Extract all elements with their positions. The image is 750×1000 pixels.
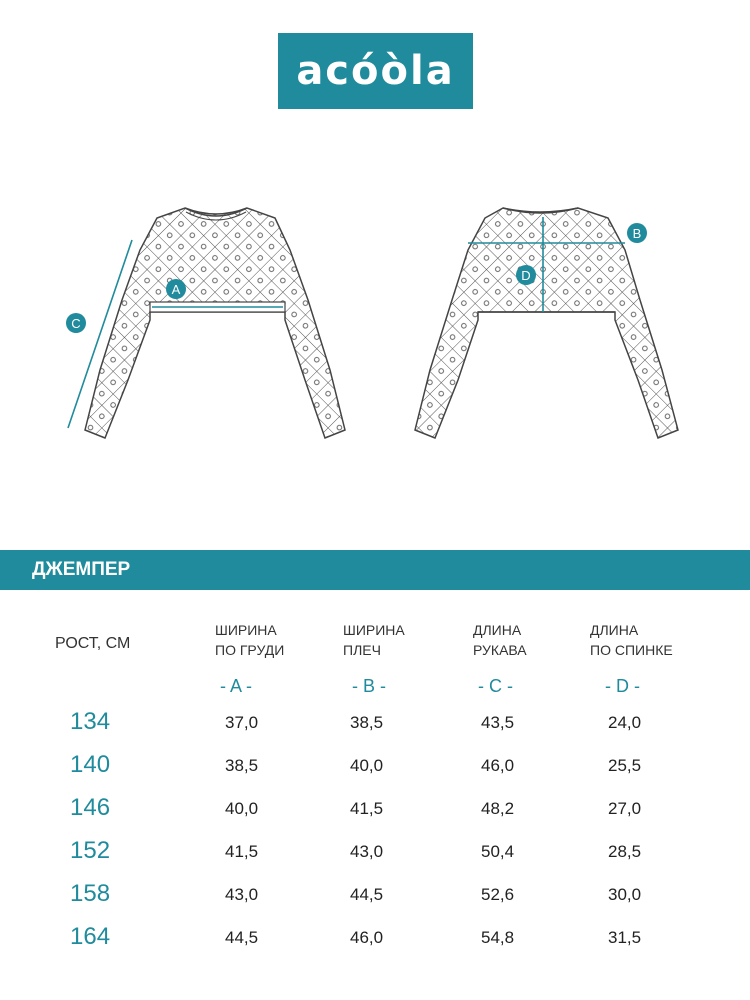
- svg-text:D: D: [521, 268, 531, 283]
- cell-d: 31,5: [608, 928, 642, 947]
- cell-b: 41,5: [350, 799, 384, 818]
- svg-text:B: B: [632, 226, 642, 241]
- row-height-140: 140: [70, 751, 111, 778]
- cell-c: 48,2: [481, 799, 515, 818]
- header-sleeve-length: [473, 620, 527, 660]
- cell-a: 41,5: [225, 842, 259, 861]
- section-banner: [0, 550, 750, 590]
- cell-b: 44,5: [350, 885, 384, 904]
- row-height-134: 134: [70, 708, 111, 735]
- section-title: ДЖЕМПЕР: [32, 559, 131, 580]
- cell-d: 27,0: [608, 799, 642, 818]
- header-chest-width-line2: ПО ГРУДИ: [215, 642, 285, 658]
- header-sleeve-length-line2: РУКАВА: [473, 642, 527, 658]
- cell-c: 43,5: [481, 713, 515, 732]
- label-b-marker: [627, 223, 647, 243]
- cell-d: 25,5: [608, 756, 642, 775]
- front-view: [68, 208, 345, 438]
- header-sleeve-length-line1: ДЛИНА: [473, 622, 522, 638]
- cell-d: 28,5: [608, 842, 642, 861]
- cell-d: 24,0: [608, 713, 642, 732]
- cell-c: 50,4: [481, 842, 515, 861]
- cell-a: 44,5: [225, 928, 259, 947]
- header-shoulder-width: [343, 620, 405, 660]
- header-back-length: [590, 620, 673, 660]
- cell-b: 46,0: [350, 928, 384, 947]
- garment-diagram: [0, 190, 750, 460]
- letter-c: - C -: [478, 676, 513, 696]
- header-back-length-line1: ДЛИНА: [590, 622, 639, 638]
- letter-b: - B -: [352, 676, 386, 696]
- header-back-length-line2: ПО СПИНКЕ: [590, 642, 673, 658]
- row-height-146: 146: [70, 794, 111, 821]
- header-chest-width-line1: ШИРИНА: [215, 622, 277, 638]
- cell-d: 30,0: [608, 885, 642, 904]
- letter-a: - A -: [220, 676, 253, 696]
- svg-text:C: C: [71, 316, 81, 331]
- cell-c: 52,6: [481, 885, 515, 904]
- cell-a: 37,0: [225, 713, 259, 732]
- header-chest-width: [215, 620, 284, 660]
- cell-a: 43,0: [225, 885, 259, 904]
- brand-logo: [278, 33, 473, 109]
- cell-b: 38,5: [350, 713, 384, 732]
- letter-d: - D -: [605, 676, 640, 696]
- row-height-164: 164: [70, 923, 111, 950]
- brand-logo-text: acóòla: [296, 48, 455, 94]
- label-c-marker: [66, 313, 86, 333]
- label-d-marker: [516, 265, 536, 285]
- cell-b: 43,0: [350, 842, 384, 861]
- cell-a: 38,5: [225, 756, 259, 775]
- header-height: [55, 634, 130, 654]
- cell-b: 40,0: [350, 756, 384, 775]
- header-height-label: РОСТ, СМ: [55, 635, 131, 652]
- cell-c: 46,0: [481, 756, 515, 775]
- row-height-158: 158: [70, 880, 111, 907]
- cell-c: 54,8: [481, 928, 515, 947]
- svg-text:A: A: [171, 282, 181, 297]
- header-shoulder-width-line2: ПЛЕЧ: [343, 642, 381, 658]
- label-a-marker: [166, 279, 186, 299]
- row-height-152: 152: [70, 837, 111, 864]
- cell-a: 40,0: [225, 799, 259, 818]
- header-shoulder-width-line1: ШИРИНА: [343, 622, 405, 638]
